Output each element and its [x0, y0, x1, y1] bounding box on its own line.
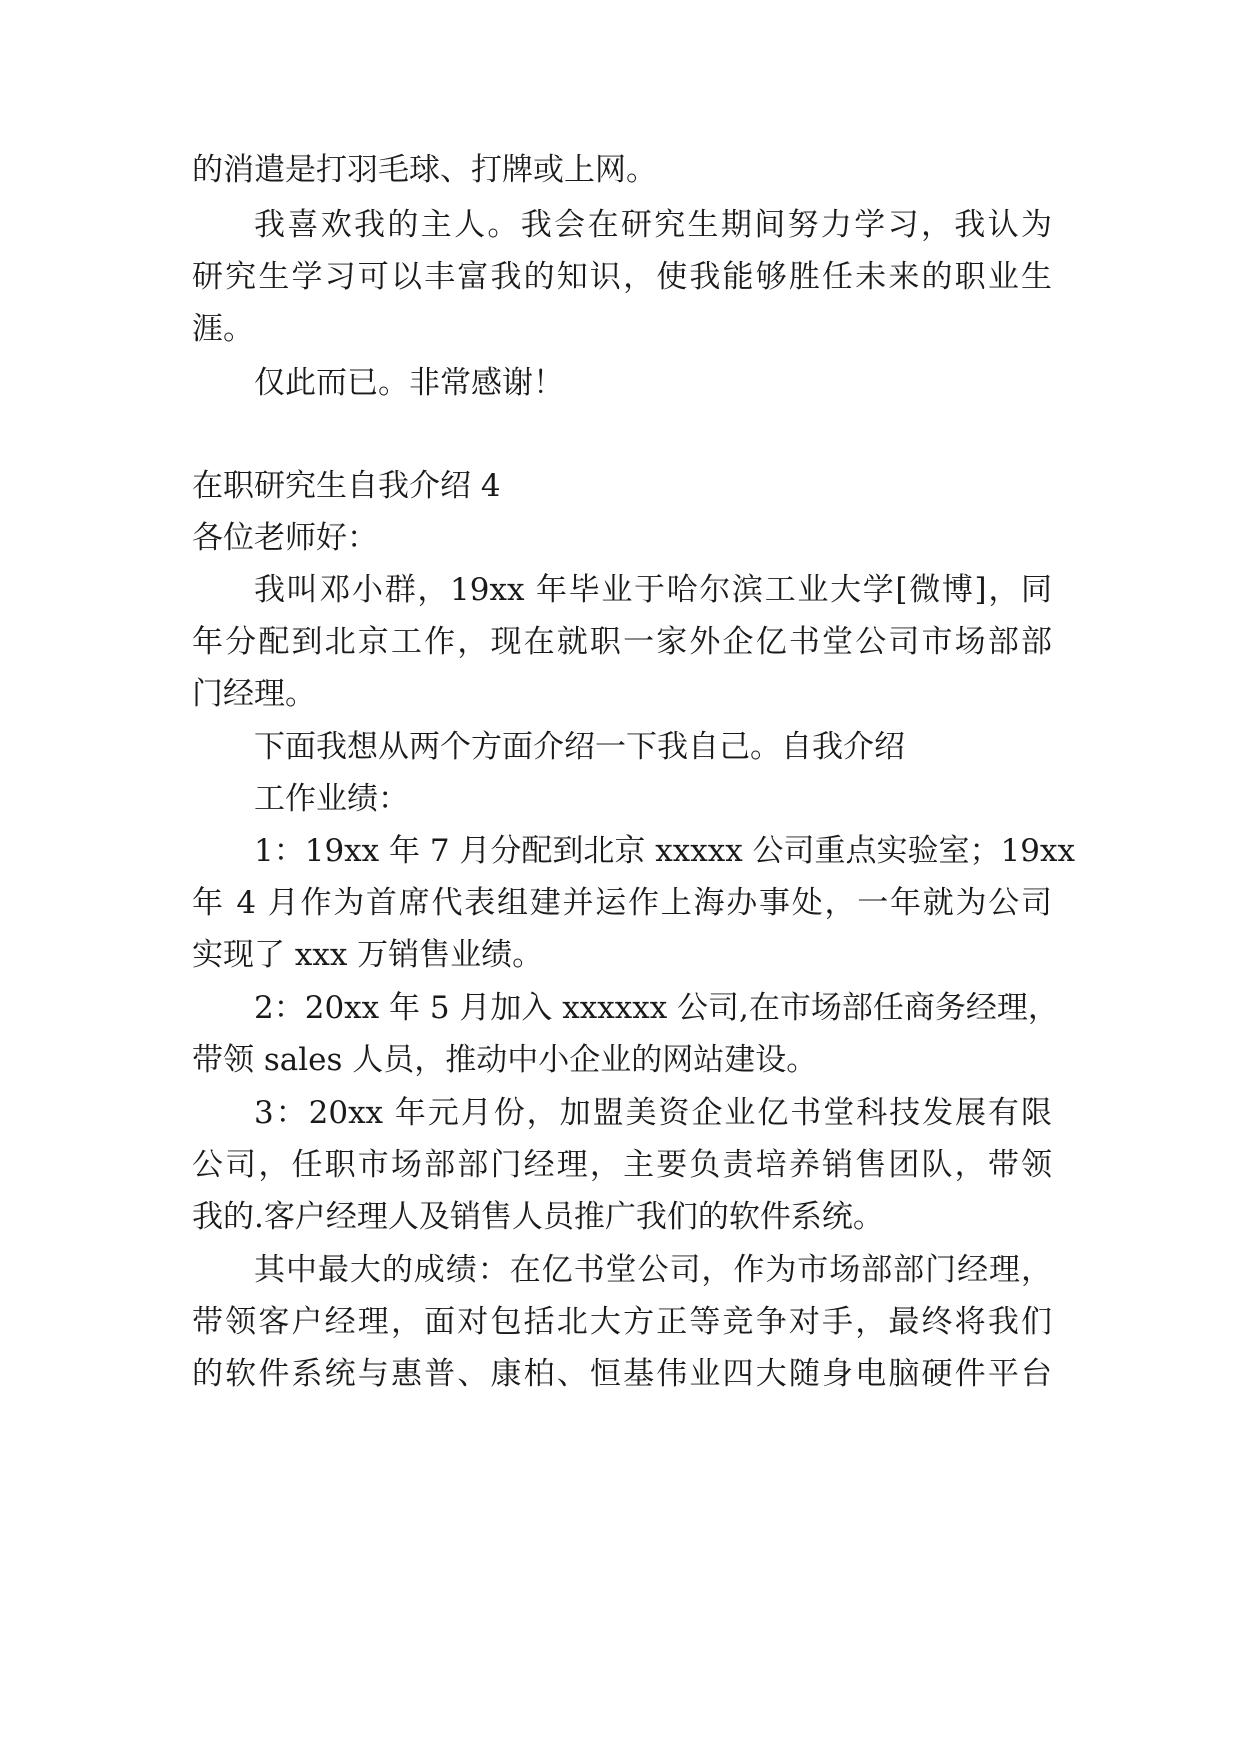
text-line: 1：19xx 年 7 月分配到北京 xxxxx 公司重点实验室；19xx [254, 833, 1075, 869]
text-line: 工作业绩： [254, 781, 409, 817]
text-line: 仅此而已。非常感谢！ [254, 365, 564, 401]
text-line: 研究生学习可以丰富我的知识，使我能够胜任未来的职业生 [192, 259, 1052, 295]
text-line: 带领 sales 人员，推动中小企业的网站建设。 [192, 1042, 818, 1078]
text-line: 的消遣是打羽毛球、打牌或上网。 [192, 152, 657, 188]
text-line: 下面我想从两个方面介绍一下我自己。自我介绍 [254, 729, 905, 765]
text-line: 年 4 月作为首席代表组建并运作上海办事处，一年就为公司 [192, 885, 1052, 921]
text-line: 实现了 xxx 万销售业绩。 [192, 937, 544, 973]
text-line: 2：20xx 年 5 月加入 xxxxxx 公司,在市场部任商务经理， [254, 990, 1059, 1026]
text-line: 我的.客户经理人及销售人员推广我们的软件系统。 [192, 1199, 884, 1235]
text-line: 的软件系统与惠普、康柏、恒基伟业四大随身电脑硬件平台 [192, 1356, 1052, 1392]
text-line: 其中最大的成绩：在亿书堂公司，作为市场部部门经理， [254, 1252, 1052, 1288]
section-heading: 在职研究生自我介绍 4 [192, 468, 501, 504]
greeting: 各位老师好： [192, 520, 378, 556]
text-line: 公司，任职市场部部门经理，主要负责培养销售团队，带领 [192, 1147, 1052, 1183]
text-line: 我喜欢我的主人。我会在研究生期间努力学习，我认为 [254, 207, 1052, 243]
text-line: 带领客户经理，面对包括北大方正等竞争对手，最终将我们 [192, 1304, 1052, 1340]
text-line: 年分配到北京工作，现在就职一家外企亿书堂公司市场部部 [192, 624, 1052, 660]
text-line: 3：20xx 年元月份，加盟美资企业亿书堂科技发展有限 [254, 1095, 1052, 1131]
text-line: 涯。 [192, 311, 254, 347]
text-line: 门经理。 [192, 676, 316, 712]
text-line: 我叫邓小群，19xx 年毕业于哈尔滨工业大学[微博]，同 [254, 572, 1052, 608]
